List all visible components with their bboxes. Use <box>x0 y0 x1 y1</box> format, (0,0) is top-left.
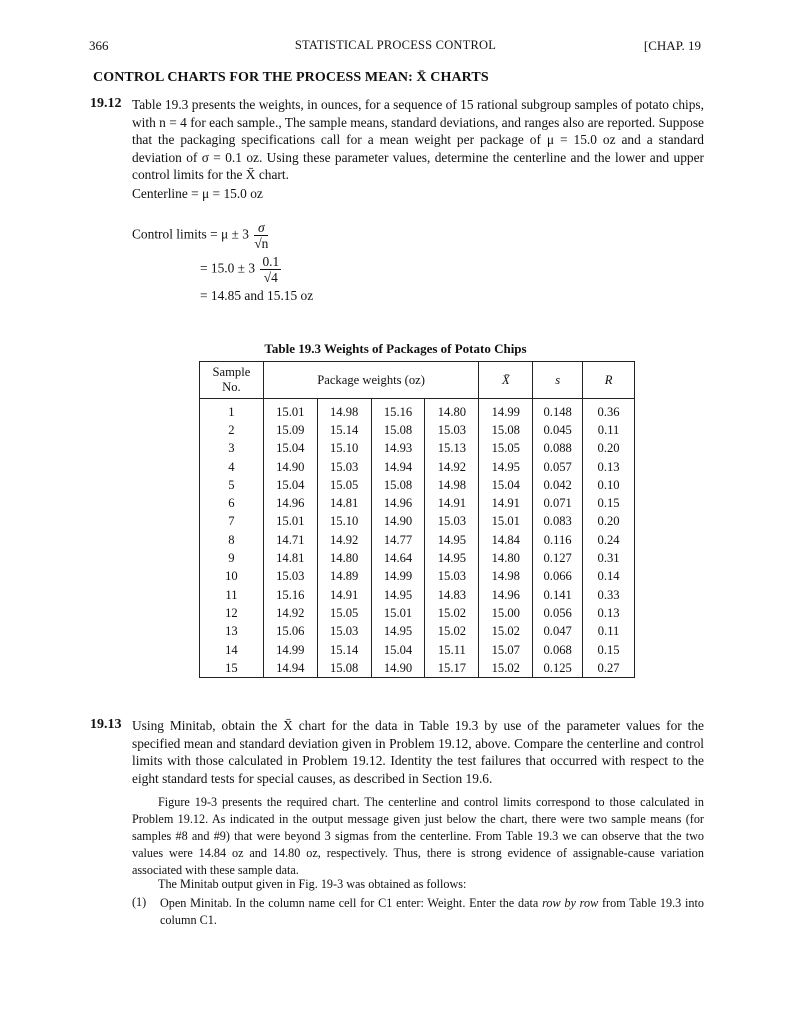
table-cell: 15.16 <box>371 399 425 422</box>
table-cell: 14.95 <box>425 531 479 549</box>
problem-number-1912: 19.12 <box>90 96 122 111</box>
header-sample-line2: No. <box>222 380 241 394</box>
table-cell: 15.11 <box>425 641 479 659</box>
table-cell: 0.20 <box>583 440 635 458</box>
step-text-1a: Open Minitab. In the column name cell for C1 enter: Weight. Enter the data <box>160 896 543 910</box>
step-number-1: (1) <box>132 895 147 909</box>
table-row <box>200 604 635 622</box>
table-cell: 0.33 <box>583 586 635 604</box>
table-cell: 15.08 <box>371 421 425 439</box>
solution-paragraph-2: The Minitab output given in Fig. 19-3 was obtained as follows: <box>158 877 467 891</box>
table-cell: 3 <box>228 441 235 456</box>
control-limits-equation <box>132 220 268 251</box>
table-cell: 13 <box>225 624 238 639</box>
table-row <box>200 641 635 659</box>
table-cell: 4 <box>228 459 235 474</box>
table-cell: 14.96 <box>479 586 533 604</box>
table-cell: 6 <box>228 496 235 511</box>
solution-paragraph-1: Figure 19-3 presents the required chart. The centerline and control limits correspond to those calculated in Problem 19.12. As indicated in the output message given just below the chart, there were two sample means (for samples #8 and #9) that were beyond 3 sigmas from the centerline. From Table 19.3 we can observe that the two values were 14.84 oz and 14.80 oz, respectively. Thus, there is strong evidence of assignable-cause variation associated with these sample data. <box>132 795 704 877</box>
table-cell: 8 <box>228 532 235 547</box>
table-cell: 14.95 <box>371 623 425 641</box>
table-row <box>200 458 635 476</box>
table-cell: 7 <box>228 514 235 529</box>
table-cell: 15.01 <box>263 513 317 531</box>
table-cell: 15.03 <box>425 568 479 586</box>
table-cell: 14.84 <box>479 531 533 549</box>
table-cell: 14.94 <box>371 458 425 476</box>
table-cell: 14.99 <box>263 641 317 659</box>
table-cell: 15.03 <box>317 623 371 641</box>
table-cell: 14.80 <box>317 549 371 567</box>
table-cell: 0.125 <box>533 659 583 678</box>
table-cell: 15.10 <box>317 440 371 458</box>
table-cell: 14.92 <box>263 604 317 622</box>
header-sample-line1: Sample <box>212 365 251 379</box>
table-cell: 14.92 <box>425 458 479 476</box>
table-cell: 0.24 <box>583 531 635 549</box>
table-cell: 15.08 <box>317 659 371 678</box>
header-package-weights: Package weights (oz) <box>263 362 479 399</box>
table-cell: 14.77 <box>371 531 425 549</box>
control-limits-result: = 14.85 and 15.15 oz <box>200 288 314 303</box>
table-cell: 0.066 <box>533 568 583 586</box>
table-cell: 14.96 <box>371 494 425 512</box>
problem-text-1912: Table 19.3 presents the weights, in ounces, for a sequence of 15 rational subgroup samples of potato chips, with n = 4 for each sample., The sample means, standard deviations, and ranges also are reported. Suppose that the packaging specifications call for a mean weight per package of μ = 15.0 oz and a standard deviation of σ = 0.1 oz. Using these parameter values, determine the centerline and the lower and upper control limits for the X̄ chart. <box>132 97 704 183</box>
header-s: s <box>533 362 583 399</box>
table-cell: 15.09 <box>263 421 317 439</box>
table-row <box>200 513 635 531</box>
table-row <box>200 399 635 422</box>
fraction-denominator: √4 <box>263 270 278 285</box>
table-cell: 15.17 <box>425 659 479 678</box>
table-cell: 14.71 <box>263 531 317 549</box>
table-cell: 0.27 <box>583 659 635 678</box>
table-row <box>200 440 635 458</box>
control-limits-substitution <box>200 254 281 285</box>
table-cell: 14.81 <box>263 549 317 567</box>
table-cell: 0.15 <box>583 641 635 659</box>
table-cell: 14.98 <box>479 568 533 586</box>
table-cell: 15.01 <box>371 604 425 622</box>
table-cell: 15.00 <box>479 604 533 622</box>
table-cell: 14.81 <box>317 494 371 512</box>
table-row <box>200 549 635 567</box>
table-cell: 14.89 <box>317 568 371 586</box>
header-r: R <box>583 362 635 399</box>
table-cell: 0.15 <box>583 494 635 512</box>
table-row <box>200 659 635 678</box>
table-row <box>200 494 635 512</box>
page-number: 366 <box>89 38 109 53</box>
table-cell: 0.042 <box>533 476 583 494</box>
table-cell: 12 <box>225 605 238 620</box>
table-cell: 15.06 <box>263 623 317 641</box>
table-cell: 14.95 <box>479 458 533 476</box>
table-body <box>200 399 635 678</box>
table-cell: 0.068 <box>533 641 583 659</box>
table-cell: 14.92 <box>317 531 371 549</box>
table-cell: 2 <box>228 422 235 437</box>
table-cell: 15.02 <box>425 604 479 622</box>
table-cell: 14.99 <box>371 568 425 586</box>
table-cell: 14.90 <box>371 513 425 531</box>
table-cell: 15.08 <box>371 476 425 494</box>
table-cell: 14.95 <box>371 586 425 604</box>
table-cell: 14.98 <box>317 399 371 422</box>
table-row <box>200 568 635 586</box>
problem-text-1913: Using Minitab, obtain the X̄ chart for the data in Table 19.3 by use of the parameter values for the specified mean and standard deviation given in Problem 19.12, above. Compare the centerline and control limits with those calculated in Problem 19.12. Identity the test failures that occurred with respect to the eight standard tests for special causes, as described in Section 19.6. <box>132 718 704 786</box>
table-cell: 15.05 <box>317 604 371 622</box>
table-cell: 0.083 <box>533 513 583 531</box>
fraction-numerator: σ <box>254 220 268 236</box>
table-cell: 0.127 <box>533 549 583 567</box>
section-title: CONTROL CHARTS FOR THE PROCESS MEAN: X̄ CHARTS <box>93 70 489 85</box>
running-title: STATISTICAL PROCESS CONTROL <box>294 38 497 52</box>
table-cell: 14.91 <box>479 494 533 512</box>
table-cell: 14.91 <box>425 494 479 512</box>
table-cell: 14.99 <box>479 399 533 422</box>
step-text-1b: from Table 19.3 into column C1. <box>160 896 704 927</box>
fraction-numerator: 0.1 <box>262 254 280 269</box>
problem-number-1913: 19.13 <box>90 717 122 732</box>
table-caption: Table 19.3 Weights of Packages of Potato Chips <box>264 341 527 356</box>
chapter-label: [CHAP. 19 <box>643 38 701 53</box>
table-cell: 14.64 <box>371 549 425 567</box>
table-header-row <box>200 362 635 399</box>
table-cell: 0.141 <box>533 586 583 604</box>
table-cell: 0.047 <box>533 623 583 641</box>
table-cell: 15.02 <box>479 659 533 678</box>
table-row <box>200 531 635 549</box>
table-cell: 0.31 <box>583 549 635 567</box>
table-row <box>200 476 635 494</box>
table-cell: 15.14 <box>317 421 371 439</box>
step-text-1-emphasis: row by row <box>542 896 599 910</box>
table-cell: 14.83 <box>425 586 479 604</box>
table-cell: 15.03 <box>425 421 479 439</box>
table-cell: 14.94 <box>263 659 317 678</box>
table-cell: 15.03 <box>317 458 371 476</box>
table-cell: 15.04 <box>371 641 425 659</box>
table-cell: 0.14 <box>583 568 635 586</box>
table-cell: 14.96 <box>263 494 317 512</box>
table-cell: 14.80 <box>479 549 533 567</box>
point-one-over-root-four <box>260 254 281 285</box>
table-cell: 15.03 <box>263 568 317 586</box>
table-cell: 14.90 <box>263 458 317 476</box>
table-cell: 0.088 <box>533 440 583 458</box>
table-cell: 0.36 <box>583 399 635 422</box>
table-cell: 15.03 <box>425 513 479 531</box>
header-xbar: X̄ <box>479 362 533 399</box>
table-cell: 15.07 <box>479 641 533 659</box>
table-cell: 15 <box>225 660 238 675</box>
table-cell: 0.116 <box>533 531 583 549</box>
header-sample-no <box>200 362 264 399</box>
weights-table <box>199 361 635 678</box>
control-limits-label: Control limits = μ ± 3 <box>132 226 249 242</box>
table-cell: 15.05 <box>317 476 371 494</box>
table-cell: 14.93 <box>371 440 425 458</box>
table-cell: 0.13 <box>583 604 635 622</box>
sigma-over-root-n <box>254 220 268 251</box>
table-cell: 15.02 <box>425 623 479 641</box>
table-cell: 15.04 <box>479 476 533 494</box>
table-cell: 5 <box>228 477 235 492</box>
table-cell: 0.057 <box>533 458 583 476</box>
table-cell: 15.13 <box>425 440 479 458</box>
table-cell: 15.01 <box>263 399 317 422</box>
table-cell: 15.14 <box>317 641 371 659</box>
table-cell: 14 <box>225 642 238 657</box>
table-cell: 0.11 <box>583 623 635 641</box>
table-row <box>200 586 635 604</box>
table-cell: 15.02 <box>479 623 533 641</box>
table-cell: 14.90 <box>371 659 425 678</box>
table-cell: 15.08 <box>479 421 533 439</box>
table-cell: 9 <box>228 551 235 566</box>
table-cell: 11 <box>225 587 238 602</box>
step-text-1 <box>160 895 704 929</box>
table-cell: 14.95 <box>425 549 479 567</box>
table-row <box>200 623 635 641</box>
table-cell: 15.04 <box>263 476 317 494</box>
table-cell: 0.13 <box>583 458 635 476</box>
table-row <box>200 421 635 439</box>
table-cell: 15.16 <box>263 586 317 604</box>
table-cell: 0.056 <box>533 604 583 622</box>
table-cell: 0.071 <box>533 494 583 512</box>
table-cell: 0.11 <box>583 421 635 439</box>
table-cell: 0.045 <box>533 421 583 439</box>
table-cell: 1 <box>228 404 235 419</box>
table-cell: 0.10 <box>583 476 635 494</box>
table-cell: 14.91 <box>317 586 371 604</box>
table-cell: 10 <box>225 569 238 584</box>
table-cell: 14.80 <box>425 399 479 422</box>
substitution-prefix: = 15.0 ± 3 <box>200 260 256 276</box>
table-cell: 15.01 <box>479 513 533 531</box>
fraction-denominator: √n <box>254 236 269 251</box>
table-cell: 0.20 <box>583 513 635 531</box>
table-cell: 0.148 <box>533 399 583 422</box>
table-cell: 15.10 <box>317 513 371 531</box>
centerline-equation: Centerline = μ = 15.0 oz <box>132 186 263 201</box>
table-cell: 14.98 <box>425 476 479 494</box>
table-cell: 15.05 <box>479 440 533 458</box>
table-cell: 15.04 <box>263 440 317 458</box>
